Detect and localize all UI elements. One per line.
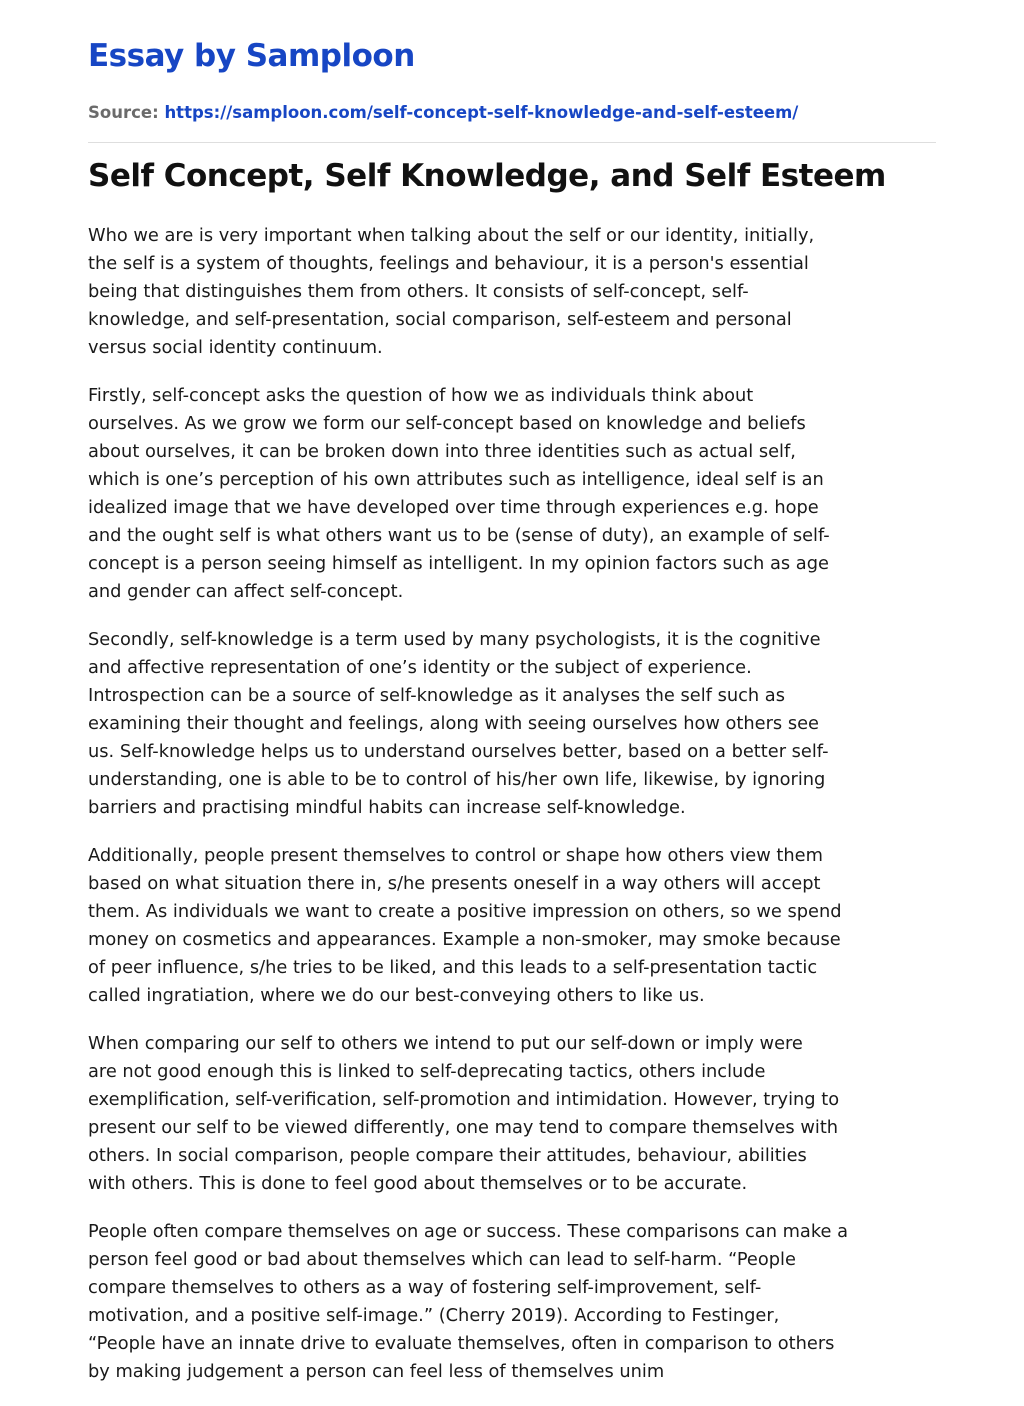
paragraph-line: concept is a person seeing himself as intelligent. In my opinion factors such as age: [88, 553, 829, 574]
paragraph-line: with others. This is done to feel good about themselves or to be accurate.: [88, 1173, 748, 1194]
paragraph-line: others. In social comparison, people compare their attitudes, behaviour, abilities: [88, 1145, 807, 1166]
paragraph-line: People often compare themselves on age or success. These comparisons can make a: [88, 1221, 848, 1242]
paragraph-line: Additionally, people present themselves to control or shape how others view them: [88, 845, 823, 866]
paragraph-line: understanding, one is able to be to control of his/her own life, likewise, by ignoring: [88, 769, 826, 790]
paragraph-line: about ourselves, it can be broken down into three identities such as actual self,: [88, 441, 796, 462]
paragraph-line: idealized image that we have developed over time through experiences e.g. hope: [88, 497, 819, 518]
source-link[interactable]: https://samploon.com/self-concept-self-knowledge-and-self-esteem/: [164, 103, 799, 122]
paragraph-line: ourselves. As we grow we form our self-concept based on knowledge and beliefs: [88, 413, 806, 434]
paragraph-line: and the ought self is what others want us to be (sense of duty), an example of self-: [88, 525, 830, 546]
paragraph-line: money on cosmetics and appearances. Example a non-smoker, may smoke because: [88, 929, 841, 950]
header-divider: [88, 142, 936, 143]
essay-title: Self Concept, Self Knowledge, and Self Esteem: [88, 158, 886, 194]
paragraph-line: Secondly, self-knowledge is a term used by many psychologists, it is the cognitive: [88, 629, 821, 650]
paragraph-line: us. Self-knowledge helps us to understand ourselves better, based on a better self-: [88, 741, 829, 762]
paragraph-line: exemplification, self-verification, self-promotion and intimidation. However, trying to: [88, 1089, 840, 1110]
paragraph-line: and affective representation of one’s identity or the subject of experience.: [88, 657, 752, 678]
essay-paragraph: [88, 1030, 936, 1198]
paragraph-line: of peer influence, s/he tries to be liked, and this leads to a self-presentation tactic: [88, 957, 818, 978]
source-line: [88, 101, 798, 125]
paragraph-line: are not good enough this is linked to self-deprecating tactics, others include: [88, 1061, 766, 1082]
paragraph-line: the self is a system of thoughts, feelings and behaviour, it is a person's essential: [88, 253, 809, 274]
essay-paragraph: [88, 842, 936, 1010]
paragraph-line: Who we are is very important when talking about the self or our identity, initially,: [88, 225, 815, 246]
paragraph-line: called ingratiation, where we do our best-conveying others to like us.: [88, 985, 705, 1006]
paragraph-line: person feel good or bad about themselves which can lead to self-harm. “People: [88, 1249, 796, 1270]
paragraph-line: barriers and practising mindful habits can increase self-knowledge.: [88, 797, 686, 818]
paragraph-line: versus social identity continuum.: [88, 337, 383, 358]
essay-paragraph: [88, 382, 936, 606]
paragraph-line: Firstly, self-concept asks the question of how we as individuals think about: [88, 385, 754, 406]
paragraph-line: examining their thought and feelings, along with seeing ourselves how others see: [88, 713, 819, 734]
source-label: Source:: [88, 103, 159, 122]
paragraph-line: and gender can affect self-concept.: [88, 581, 404, 602]
essay-paragraph: [88, 626, 936, 822]
essay-paragraph: [88, 1218, 936, 1386]
paragraph-line: present our self to be viewed differently, one may tend to compare themselves with: [88, 1117, 839, 1138]
paragraph-line: When comparing our self to others we intend to put our self-down or imply were: [88, 1033, 803, 1054]
paragraph-line: “People have an innate drive to evaluate themselves, often in comparison to others: [88, 1333, 835, 1354]
paragraph-line: by making judgement a person can feel less of themselves unim: [88, 1361, 665, 1382]
paragraph-line: based on what situation there in, s/he presents oneself in a way others will accept: [88, 873, 821, 894]
essay-paragraph: [88, 222, 936, 362]
paragraph-line: knowledge, and self-presentation, social comparison, self-esteem and personal: [88, 309, 792, 330]
paragraph-line: being that distinguishes them from others. It consists of self-concept, self-: [88, 281, 749, 302]
essay-body: [88, 222, 936, 1406]
paragraph-line: which is one’s perception of his own attributes such as intelligence, ideal self is an: [88, 469, 824, 490]
paragraph-line: motivation, and a positive self-image.” (Cherry 2019). According to Festinger,: [88, 1305, 780, 1326]
paragraph-line: compare themselves to others as a way of fostering self-improvement, self-: [88, 1277, 762, 1298]
paragraph-line: them. As individuals we want to create a positive impression on others, so we spend: [88, 901, 842, 922]
site-brand: Essay by Samploon: [88, 38, 415, 74]
paragraph-line: Introspection can be a source of self-knowledge as it analyses the self such as: [88, 685, 785, 706]
